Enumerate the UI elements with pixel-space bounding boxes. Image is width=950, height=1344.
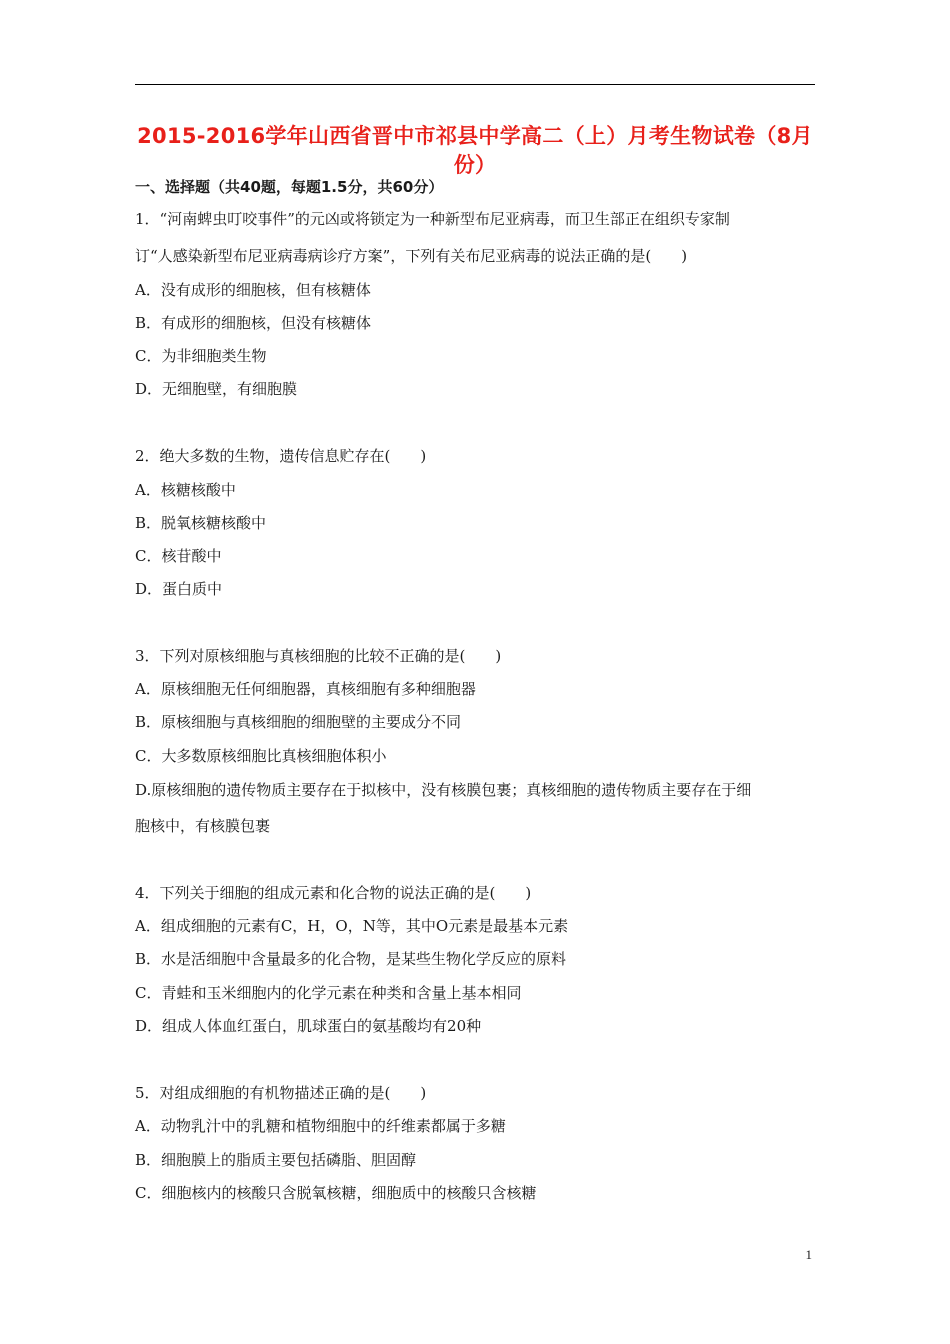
header-rule [135,84,815,85]
question-1-stem-line-1: 1．“河南蜱虫叮咬事件”的元凶或将锁定为一种新型布尼亚病毒，而卫生部正在组织专家制 [135,210,730,228]
question-3-option-d-line-1: D.原核细胞的遗传物质主要存在于拟核中，没有核膜包裹；真核细胞的遗传物质主要存在于细 [135,781,752,799]
question-1-option-c: C．为非细胞类生物 [135,347,267,365]
question-2-option-d: D．蛋白质中 [135,580,223,598]
question-2-option-b: B．脱氧核糖核酸中 [135,514,267,532]
question-2-option-c: C．核苷酸中 [135,547,222,565]
question-3-option-d-line-2: 胞核中，有核膜包裹 [135,817,271,835]
question-4-option-b: B．水是活细胞中含量最多的化合物，是某些生物化学反应的原料 [135,950,567,968]
question-4-option-d: D．组成人体血红蛋白，肌球蛋白的氨基酸均有20种 [135,1017,482,1035]
question-2-stem: 2．绝大多数的生物，遗传信息贮存在( ) [135,447,427,465]
question-1-option-a: A．没有成形的细胞核，但有核糖体 [135,281,371,299]
question-1-option-b: B．有成形的细胞核，但没有核糖体 [135,314,372,332]
exam-title: 2015-2016学年山西省晋中市祁县中学高二（上）月考生物试卷（8月份） [137,124,813,177]
question-1-stem-line-2: 订“人感染新型布尼亚病毒病诊疗方案”，下列有关布尼亚病毒的说法正确的是( ) [135,247,688,265]
section-heading: 一、选择题（共40题，每题1.5分，共60分） [135,178,444,196]
question-3-option-b: B．原核细胞与真核细胞的细胞壁的主要成分不同 [135,713,462,731]
question-3-option-a: A．原核细胞无任何细胞器，真核细胞有多种细胞器 [135,680,476,698]
question-4-stem: 4．下列关于细胞的组成元素和化合物的说法正确的是( ) [135,884,532,902]
question-4-option-a: A．组成细胞的元素有C，H，O，N等，其中O元素是最基本元素 [135,917,569,935]
question-5-option-b: B．细胞膜上的脂质主要包括磷脂、胆固醇 [135,1151,417,1169]
question-4-option-c: C．青蛙和玉米细胞内的化学元素在种类和含量上基本相同 [135,984,522,1002]
question-3-option-c: C．大多数原核细胞比真核细胞体积小 [135,747,387,765]
question-3-stem: 3．下列对原核细胞与真核细胞的比较不正确的是( ) [135,647,502,665]
question-5-option-c: C．细胞核内的核酸只含脱氧核糖，细胞质中的核酸只含核糖 [135,1184,537,1202]
question-5-option-a: A．动物乳汁中的乳糖和植物细胞中的纤维素都属于多糖 [135,1117,506,1135]
question-5-stem: 5．对组成细胞的有机物描述正确的是( ) [135,1084,427,1102]
page-number: 1 [805,1247,812,1262]
question-2-option-a: A．核糖核酸中 [135,481,236,499]
question-1-option-d: D．无细胞壁，有细胞膜 [135,380,298,398]
